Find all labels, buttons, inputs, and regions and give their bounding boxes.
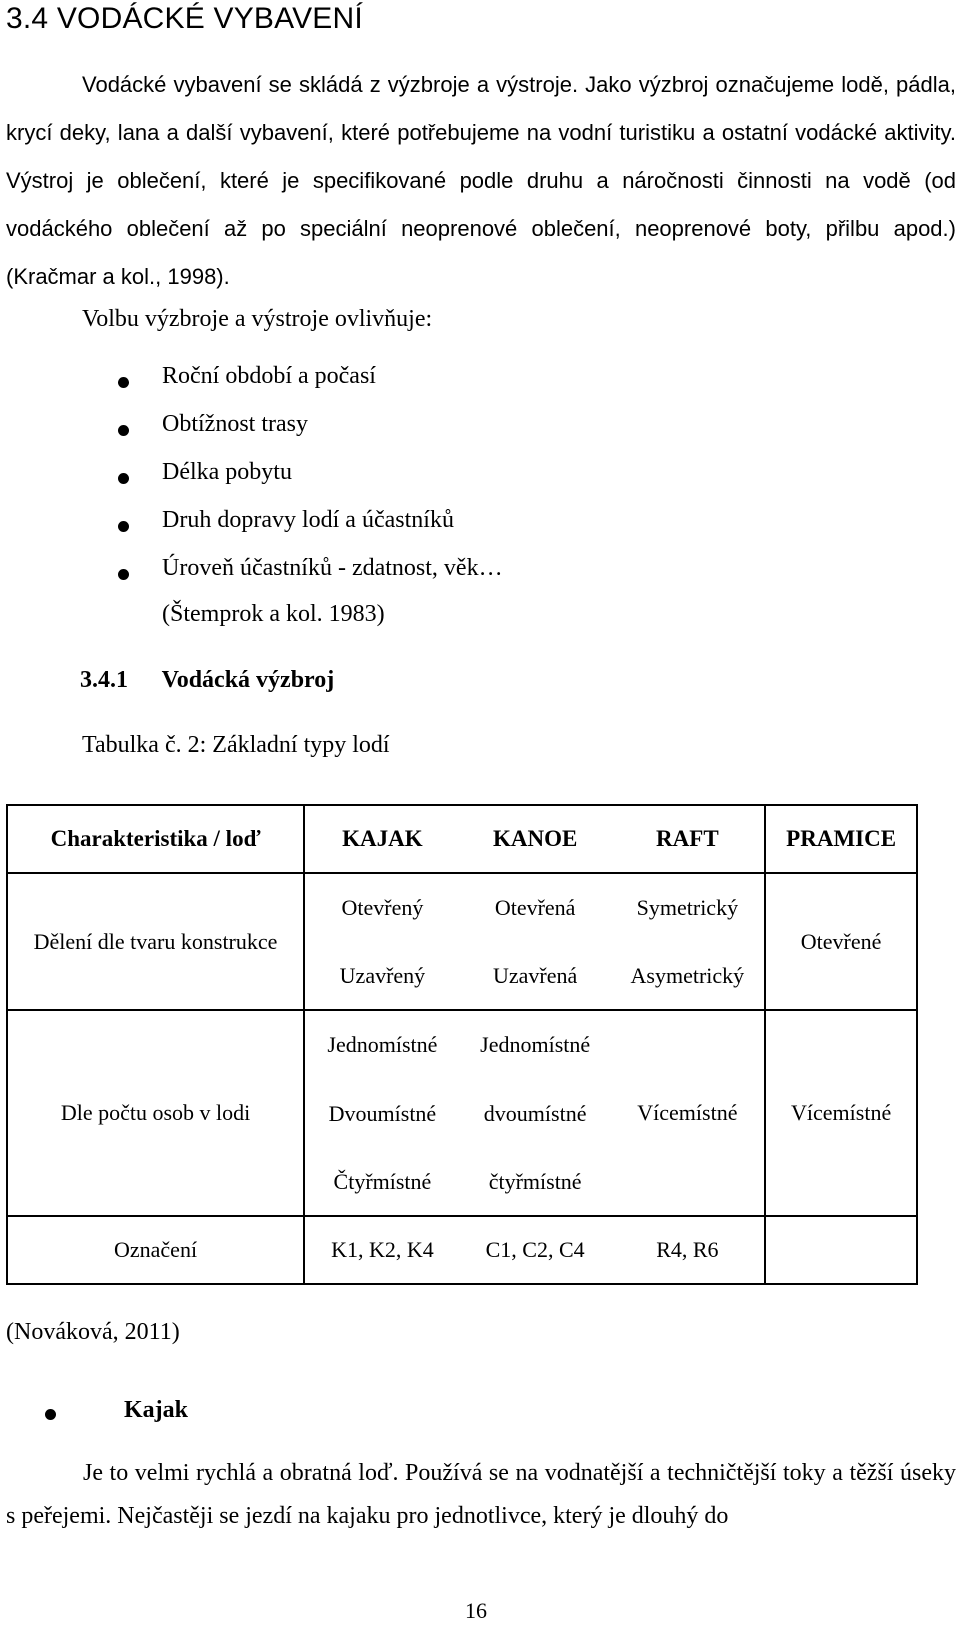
- table-cell: čtyřmístné: [460, 1148, 611, 1216]
- table-row: [7, 873, 917, 942]
- table-header-row: [7, 805, 917, 873]
- table-cell: Jednomístné: [327, 1032, 438, 1057]
- subsection-number: 3.4.1: [80, 667, 128, 693]
- table-caption: Tabulka č. 2: Základní typy lodí: [82, 732, 390, 758]
- factor-text: Obtížnost trasy: [162, 411, 308, 437]
- factor-text: Délka pobytu: [162, 459, 292, 485]
- table-cell: Uzavřený: [304, 942, 460, 1010]
- table-cell: Symetrický: [636, 895, 739, 920]
- table-row: [7, 1216, 917, 1284]
- bullet-icon: [118, 521, 129, 532]
- table-cell: [765, 1216, 917, 1284]
- section-title: 3.4 VODÁCKÉ VYBAVENÍ: [6, 2, 363, 35]
- bullet-icon: [118, 473, 129, 484]
- intro-paragraph: Vodácké vybavení se skládá z výzbroje a výstroje. Jako výzbroj označujeme lodě, pádla, krycí deky, lana a další vybavení, které potřebujeme na vodní turistiku a ostatní vodácké aktivity. Výstroj je oblečení, které je specifikované podle druhu a náročnosti činnosti na vodě (od vodáckého oblečení až po speciální neoprenové oblečení, neoprenové boty, přilbu apod.) (Kračmar a kol., 1998).: [6, 72, 956, 289]
- subsection-heading: [80, 667, 334, 694]
- factor-text: Roční období a počasí: [162, 363, 376, 389]
- table-cell: C1, C2, C4: [460, 1216, 611, 1284]
- table-cell: Jednomístné: [480, 1032, 591, 1057]
- bullet-icon: [118, 569, 129, 580]
- factors-citation: (Štemprok a kol. 1983): [162, 601, 385, 627]
- row-label: Dle počtu osob v lodi: [7, 1010, 304, 1216]
- header-cell: RAFT: [611, 805, 766, 873]
- bullet-icon: [45, 1409, 56, 1420]
- row-label: Označení: [7, 1216, 304, 1284]
- factors-lead: Volbu výzbroje a výstroje ovlivňuje:: [82, 306, 433, 332]
- kajak-title: Kajak: [124, 1397, 189, 1423]
- table-cell: Otevřená: [494, 895, 576, 920]
- table-row: [7, 1010, 917, 1079]
- row-label: Dělení dle tvaru konstrukce: [7, 873, 304, 1010]
- header-cell: KANOE: [460, 805, 611, 873]
- table-cell: Otevřený: [341, 895, 424, 920]
- table-cell: Asymetrický: [611, 942, 766, 1010]
- header-cell: PRAMICE: [765, 805, 917, 873]
- table-cell: Dvoumístné: [328, 1100, 437, 1126]
- boat-types-table: [6, 804, 918, 1285]
- header-cell: KAJAK: [304, 805, 460, 873]
- factor-text: Úroveň účastníků - zdatnost, věk…: [162, 555, 503, 581]
- kajak-paragraph: Je to velmi rychlá a obratná loď. Používá se na vodnatější a techničtější toky a těžší úseky s peřejemi. Nejčastěji se jezdí na kajaku pro jednotlivce, který je dlouhý do: [6, 1460, 956, 1529]
- bullet-icon: [118, 377, 129, 388]
- bullet-icon: [118, 425, 129, 436]
- table-cell: Otevřené: [765, 873, 917, 1010]
- table-source: (Nováková, 2011): [6, 1319, 180, 1345]
- table-cell: Vícemístné: [611, 1010, 766, 1216]
- table-cell: K1, K2, K4: [304, 1216, 460, 1284]
- table-cell: R4, R6: [611, 1216, 766, 1284]
- table-cell: Uzavřená: [460, 942, 611, 1010]
- table-cell: dvoumístné: [483, 1100, 587, 1126]
- table-cell: Čtyřmístné: [304, 1148, 460, 1216]
- factor-text: Druh dopravy lodí a účastníků: [162, 507, 454, 533]
- header-cell: Charakteristika / loď: [7, 805, 304, 873]
- subsection-title: Vodácká výzbroj: [161, 667, 335, 693]
- table-cell: Vícemístné: [765, 1010, 917, 1216]
- page-number: 16: [465, 1598, 487, 1623]
